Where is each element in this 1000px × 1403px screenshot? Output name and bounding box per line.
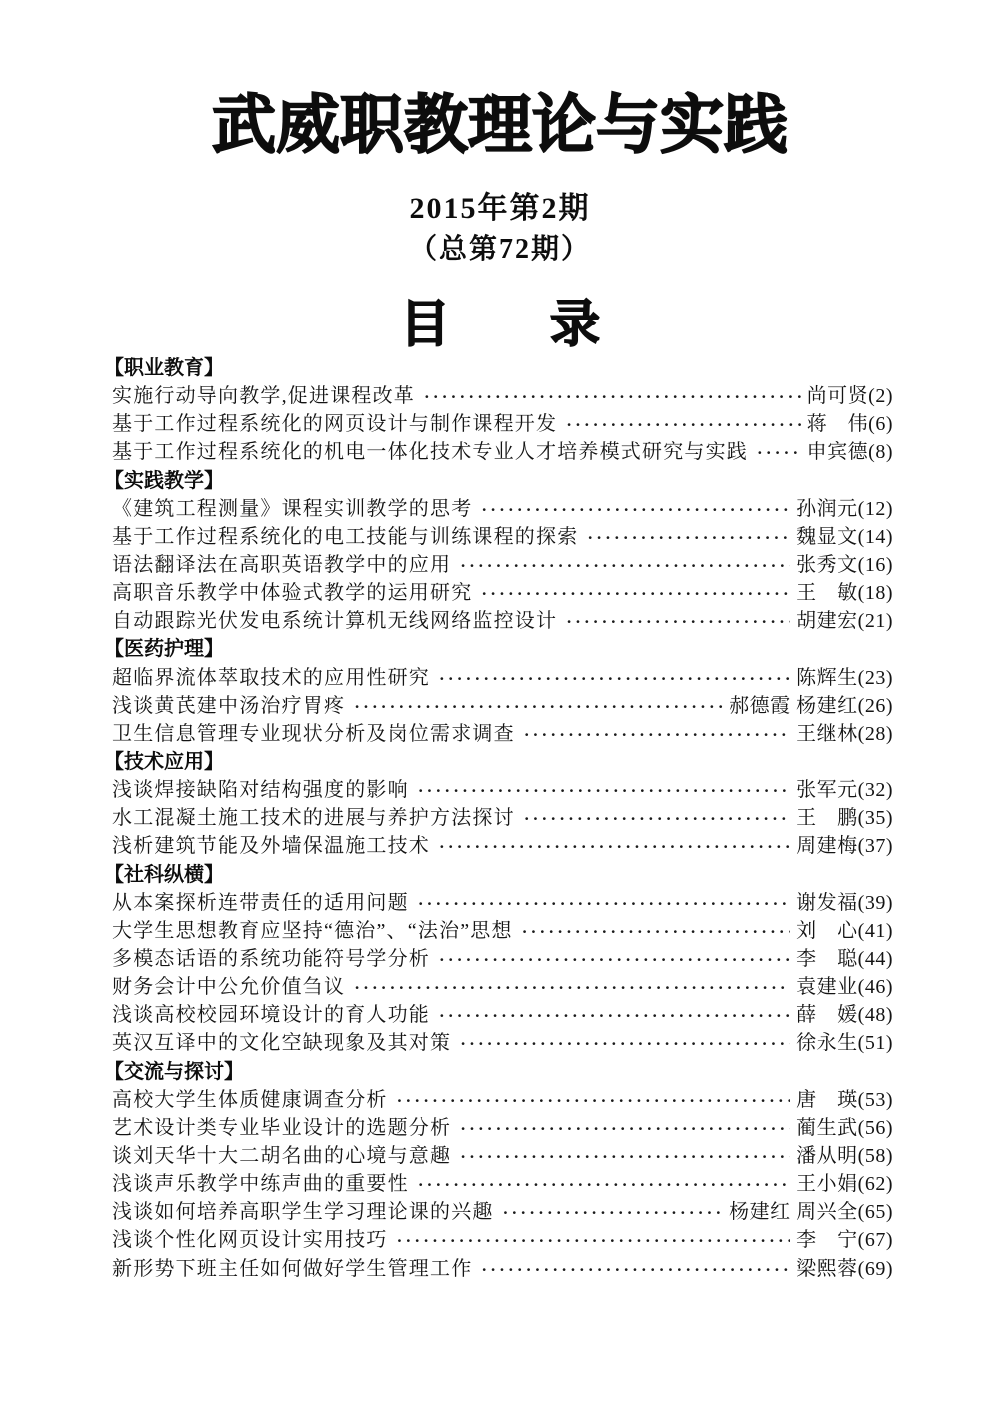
entry-page: (44) — [857, 947, 893, 970]
toc-heading: 目 录 — [400, 296, 600, 352]
dot-leader — [397, 1086, 791, 1115]
entry-page: (26) — [857, 694, 893, 717]
section-header: 【实践教学】 — [104, 469, 224, 492]
dot-leader — [439, 832, 790, 861]
toc-entry — [112, 579, 893, 607]
entry-page: (35) — [857, 807, 893, 830]
cumulative-issue-number: （总第72期） — [408, 234, 591, 265]
entry-author: 蒋 伟 — [806, 413, 869, 436]
entry-title: 超临界流体萃取技术的应用性研究 — [112, 666, 430, 689]
entry-page: (56) — [857, 1116, 893, 1139]
toc-entry — [112, 804, 893, 832]
dot-leader — [418, 776, 790, 805]
dot-leader — [439, 664, 790, 693]
dot-leader — [439, 945, 790, 974]
entry-page: (14) — [857, 525, 893, 548]
section-header: 【社科纵横】 — [104, 863, 224, 886]
entry-title: 《建筑工程测量》课程实训教学的思考 — [112, 497, 473, 520]
entry-title: 语法翻译法在高职英语教学中的应用 — [112, 553, 452, 576]
entry-page: (12) — [857, 497, 893, 520]
entry-page: (37) — [857, 835, 893, 858]
entry-author: 杨建红 周兴全 — [729, 1201, 858, 1224]
entry-page: (8) — [868, 441, 893, 464]
entry-author: 唐 瑛 — [796, 1088, 858, 1111]
entry-author: 魏显文 — [796, 525, 858, 548]
entry-author: 袁建业 — [796, 976, 858, 999]
journal-title: 武威职教理论与实践 — [212, 90, 788, 161]
entry-page: (28) — [857, 722, 893, 745]
toc-entry — [112, 973, 893, 1001]
entry-page: (21) — [857, 610, 893, 633]
dot-leader — [503, 1198, 724, 1227]
entry-author: 王 敏 — [796, 582, 858, 605]
entry-author: 潘从明 — [796, 1144, 858, 1167]
dot-leader — [587, 523, 790, 552]
entry-author: 申宾德 — [806, 441, 869, 464]
entry-page: (67) — [857, 1229, 893, 1252]
dot-leader — [757, 438, 801, 467]
entry-title: 基于工作过程系统化的机电一体化技术专业人才培养模式研究与实践 — [112, 441, 748, 464]
entry-author: 蔺生武 — [796, 1116, 858, 1139]
entry-page: (2) — [868, 385, 893, 408]
entry-title: 卫生信息管理专业现状分析及岗位需求调查 — [112, 722, 515, 745]
entry-page: (65) — [857, 1201, 893, 1224]
entry-page: (16) — [857, 553, 893, 576]
entry-author: 李 聪 — [796, 947, 858, 970]
dot-leader — [481, 579, 790, 608]
entry-author: 陈辉生 — [796, 666, 858, 689]
toc-entry — [112, 1114, 893, 1142]
entry-author: 张军元 — [796, 779, 858, 802]
section-header: 【职业教育】 — [104, 357, 224, 379]
entry-page: (39) — [857, 891, 893, 914]
entry-title: 浅谈焊接缺陷对结构强度的影响 — [112, 779, 409, 802]
dot-leader — [566, 607, 790, 636]
toc-entry — [112, 1001, 893, 1029]
entry-author: 李 宁 — [796, 1229, 858, 1252]
entry-page: (23) — [857, 666, 893, 689]
entry-title: 多模态话语的系统功能符号学分析 — [112, 947, 430, 970]
toc-entry — [112, 832, 893, 860]
entry-page: (58) — [857, 1144, 893, 1167]
dot-leader — [524, 804, 790, 833]
toc-entry — [112, 551, 893, 579]
entry-title: 艺术设计类专业毕业设计的选题分析 — [112, 1116, 452, 1139]
entry-author: 刘 心 — [796, 919, 858, 942]
entry-title: 英汉互译中的文化空缺现象及其对策 — [112, 1032, 452, 1055]
entry-page: (62) — [857, 1173, 893, 1196]
entry-page: (18) — [857, 582, 893, 605]
dot-leader — [460, 1029, 790, 1058]
toc-entry — [112, 1255, 893, 1283]
entry-author: 胡建宏 — [796, 610, 858, 633]
section-header: 【医药护理】 — [104, 638, 224, 661]
entry-page: (48) — [857, 1004, 893, 1027]
toc-entry — [112, 889, 893, 917]
section-header: 【交流与探讨】 — [104, 1060, 244, 1083]
toc-entry — [112, 1086, 893, 1114]
toc-entry — [112, 607, 893, 635]
entry-title: 实施行动导向教学,促进课程改革 — [112, 385, 415, 408]
toc-entry — [112, 692, 893, 720]
entry-author: 尚可贤 — [806, 385, 869, 408]
entry-author: 郝德霞 杨建红 — [729, 694, 858, 717]
entry-title: 浅谈黄芪建中汤治疗胃疼 — [112, 694, 346, 717]
dot-leader — [522, 917, 790, 946]
entry-title: 基于工作过程系统化的电工技能与训练课程的探索 — [112, 525, 579, 548]
dot-leader — [460, 1142, 790, 1171]
toc-entry — [112, 945, 893, 973]
toc-entry — [112, 410, 893, 438]
entry-author: 薛 媛 — [796, 1004, 858, 1027]
entry-author: 徐永生 — [796, 1032, 858, 1055]
entry-page: (6) — [868, 413, 893, 436]
entry-title: 浅析建筑节能及外墙保温施工技术 — [112, 835, 430, 858]
toc-entry — [112, 1226, 893, 1254]
dot-leader — [424, 382, 801, 411]
entry-title: 浅谈个性化网页设计实用技巧 — [112, 1229, 388, 1252]
dot-leader — [481, 495, 790, 524]
entry-page: (32) — [857, 779, 893, 802]
dot-leader — [481, 1255, 790, 1284]
toc-entry — [112, 523, 893, 551]
entry-title: 财务会计中公允价值刍议 — [112, 976, 346, 999]
toc-entry — [112, 382, 893, 410]
dot-leader — [460, 551, 790, 580]
dot-leader — [566, 410, 800, 439]
toc-entry — [112, 1142, 893, 1170]
entry-title: 自动跟踪光伏发电系统计算机无线网络监控设计 — [112, 610, 558, 633]
entry-page: (46) — [857, 976, 893, 999]
entry-title: 从本案探析连带责任的适用问题 — [112, 891, 409, 914]
toc-entry — [112, 1170, 893, 1198]
entry-author: 王 鹏 — [796, 807, 858, 830]
section-header: 【技术应用】 — [104, 750, 224, 773]
entry-author: 梁熙蓉 — [796, 1257, 858, 1280]
toc-list — [104, 354, 893, 1283]
entry-title: 浅谈如何培养高职学生学习理论课的兴趣 — [112, 1201, 494, 1224]
entry-title: 浅谈高校校园环境设计的育人功能 — [112, 1004, 430, 1027]
entry-author: 王继林 — [796, 722, 858, 745]
entry-title: 大学生思想教育应坚持“德治”、“法治”思想 — [112, 919, 513, 942]
toc-entry — [112, 720, 893, 748]
dot-leader — [354, 973, 790, 1002]
dot-leader — [439, 1001, 790, 1030]
dot-leader — [354, 692, 723, 721]
entry-page: (53) — [857, 1088, 893, 1111]
toc-entry — [112, 917, 893, 945]
entry-author: 周建梅 — [796, 835, 858, 858]
entry-author: 王小娟 — [796, 1173, 858, 1196]
dot-leader — [418, 889, 790, 918]
dot-leader — [397, 1226, 791, 1255]
entry-title: 浅谈声乐教学中练声曲的重要性 — [112, 1173, 409, 1196]
dot-leader — [460, 1114, 790, 1143]
entry-title: 水工混凝土施工技术的进展与养护方法探讨 — [112, 807, 515, 830]
toc-entry — [112, 1198, 893, 1226]
toc-entry — [112, 438, 893, 466]
dot-leader — [418, 1170, 790, 1199]
entry-page: (69) — [857, 1257, 893, 1280]
toc-entry — [112, 776, 893, 804]
entry-title: 高职音乐教学中体验式教学的运用研究 — [112, 582, 473, 605]
toc-entry — [112, 495, 893, 523]
toc-entry — [112, 664, 893, 692]
entry-author: 孙润元 — [796, 497, 858, 520]
entry-page: (51) — [857, 1032, 893, 1055]
entry-title: 高校大学生体质健康调查分析 — [112, 1088, 388, 1111]
entry-title: 基于工作过程系统化的网页设计与制作课程开发 — [112, 413, 558, 436]
toc-entry — [112, 1029, 893, 1057]
issue-number: 2015年第2期 — [409, 192, 591, 225]
entry-title: 谈刘天华十大二胡名曲的心境与意趣 — [112, 1144, 452, 1167]
entry-author: 张秀文 — [796, 553, 858, 576]
entry-page: (41) — [857, 919, 893, 942]
dot-leader — [524, 720, 790, 749]
entry-title: 新形势下班主任如何做好学生管理工作 — [112, 1257, 473, 1280]
entry-author: 谢发福 — [796, 891, 858, 914]
